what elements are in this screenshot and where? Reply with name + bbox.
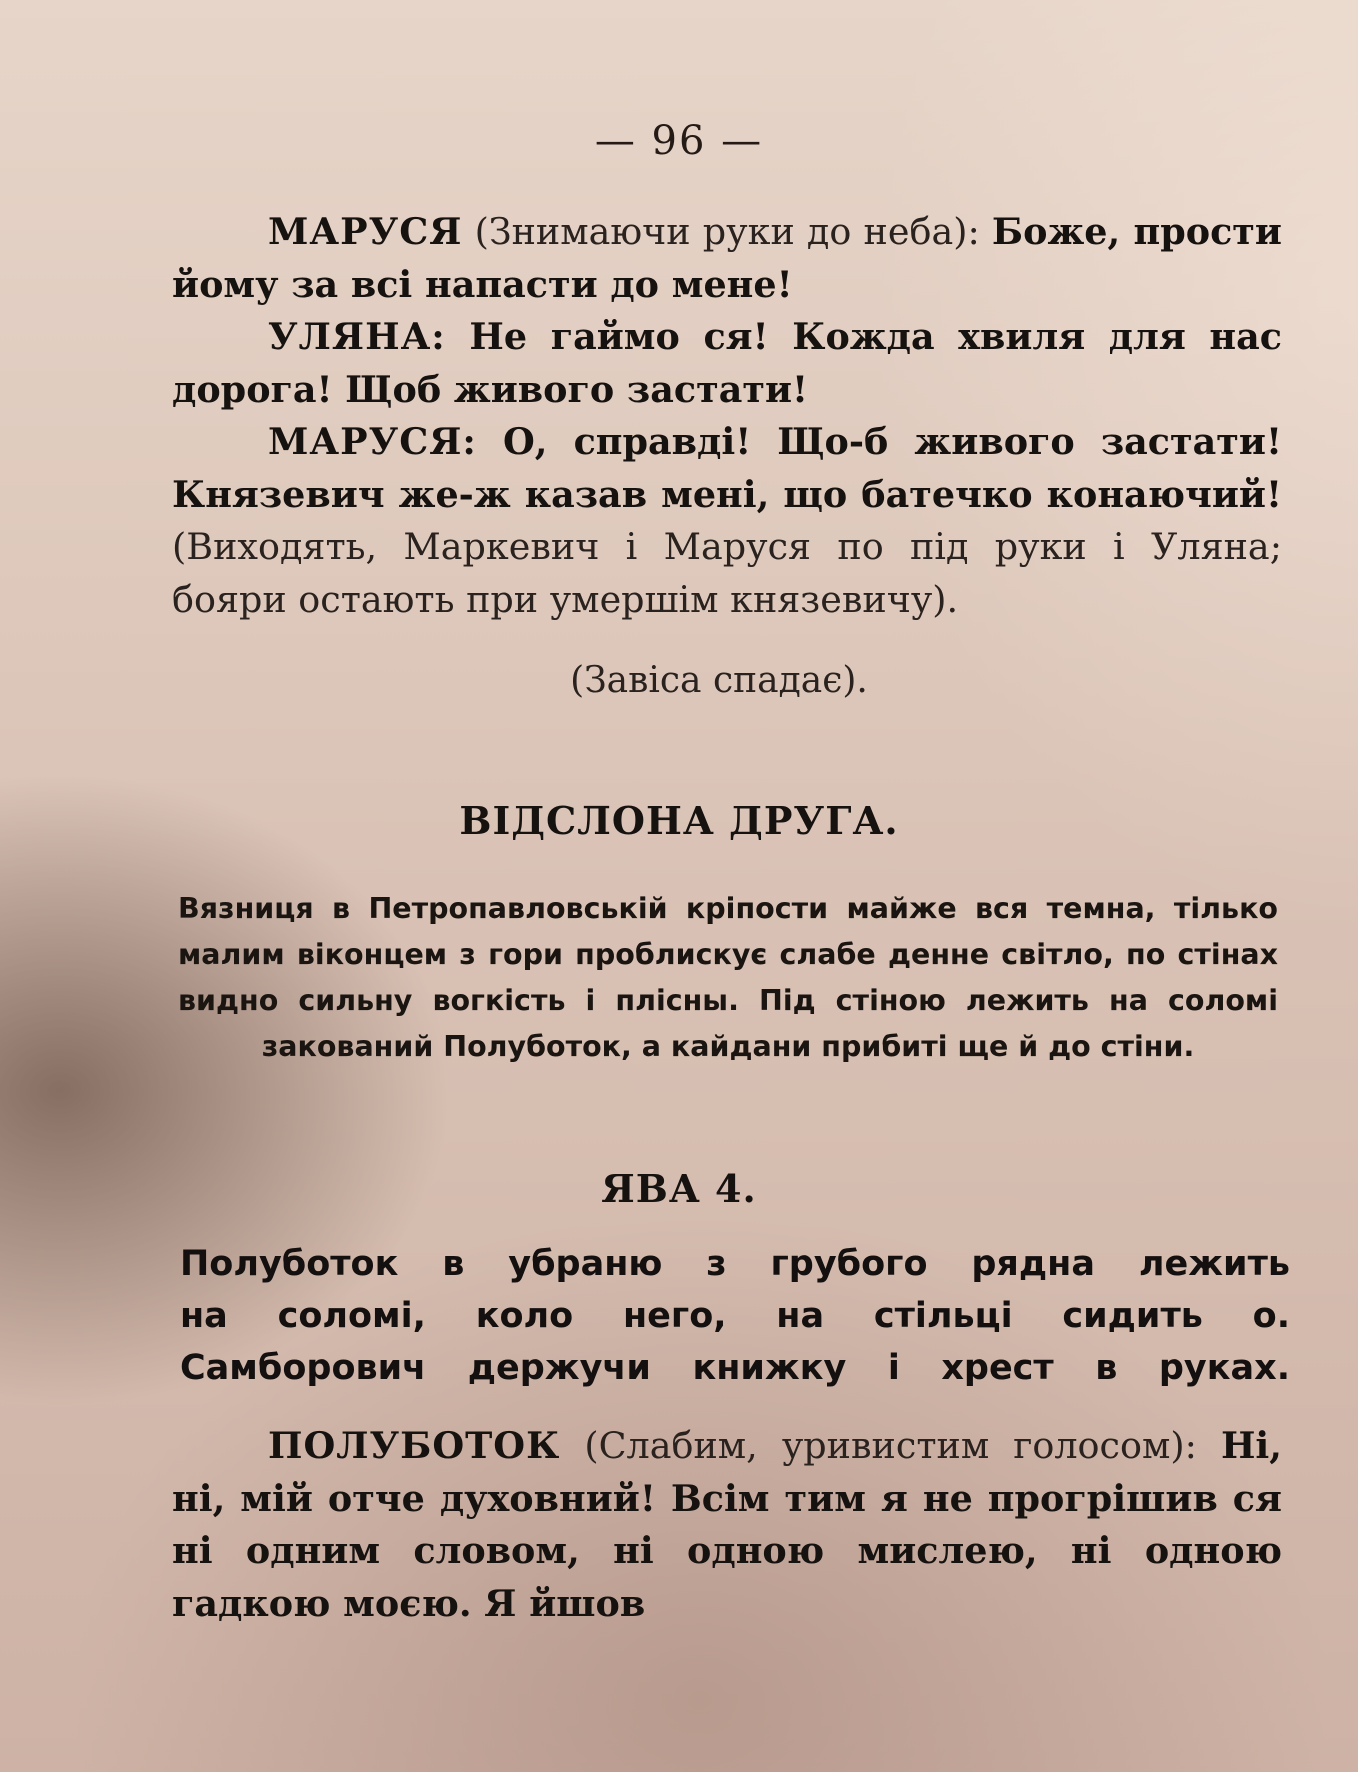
speaker-name: МАРУСЯ:	[268, 420, 477, 463]
speaker-name: ПОЛУБОТОК	[268, 1424, 561, 1467]
spoken-text: О, справді! Що-б живого застати! Князевич же-ж казав мені, що батечко конаючий!	[172, 420, 1282, 516]
yava-description	[180, 1238, 1290, 1394]
scene-title: ВІДСЛОНА ДРУГА.	[459, 798, 899, 843]
spoken-text: Боже, прости йому за всі напасти до мене!	[172, 210, 1282, 306]
dialogue-line	[172, 311, 1282, 416]
speaker-name: УЛЯНА:	[268, 315, 446, 358]
dialogue-line	[172, 416, 1282, 626]
yava-description-line: Полуботок в убраню з грубого рядна лежить	[180, 1244, 1290, 1284]
yava-title: ЯВА 4.	[601, 1166, 757, 1211]
stage-remark: (Знимаючи руки до неба):	[462, 210, 992, 253]
dialogue-line	[172, 1420, 1282, 1630]
dialogue-top	[172, 206, 1282, 626]
yava-description-line: Самборович держучи книжку і хрест в руках.	[180, 1348, 1290, 1388]
spoken-text: Не гаймо ся! Кожда хвиля для нас дорога! Щоб живого застати!	[172, 315, 1282, 411]
stage-direction: Вязниця в Петропавловській кріпости майже вся темна, тілько малим віконцем з гори проблискує слабе денне світло, по стінах видно сильну вогкість і плісны. Під стіною лежить на соломі закований Полуботок, а кайдани прибиті ще й до стіни.	[178, 892, 1278, 1063]
stage-remark: (Слабим, уривистим голосом):	[560, 1424, 1221, 1467]
speaker-name: МАРУСЯ	[268, 210, 463, 253]
page-number: — 96 —	[594, 118, 764, 164]
yava-description-line: на соломі, коло него, на стільці сидить о.	[180, 1296, 1290, 1336]
curtain-note: (Завіса спадає).	[570, 660, 868, 701]
stage-remark: (Виходять, Маркевич і Маруся по під руки і Уляна; бояри остають при умершім князевичу).	[172, 525, 1282, 621]
dialogue-bottom	[172, 1420, 1282, 1630]
spoken-text: Ні, ні, мій отче духовний! Всім тим я не прогрішив ся ні одним словом, ні одною мислею, ні одною гадкою моєю. Я йшов	[172, 1424, 1282, 1625]
dialogue-line	[172, 206, 1282, 311]
